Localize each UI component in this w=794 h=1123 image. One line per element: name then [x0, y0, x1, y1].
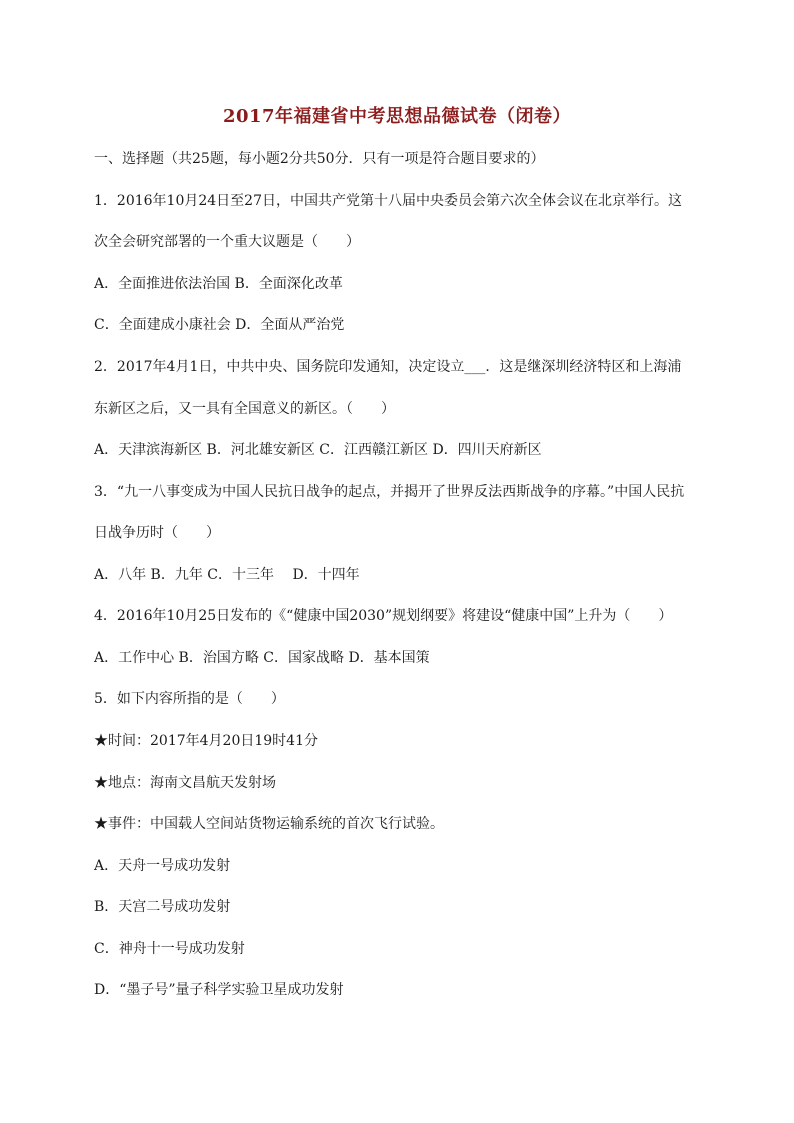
question-5-option-a: A．天舟一号成功发射: [94, 858, 231, 874]
question-4-options: A．工作中心 B．治国方略 C．国家战略 D．基本国策: [94, 650, 430, 666]
question-5-info-event: ★事件：中国载人空间站货物运输系统的首次飞行试验。: [94, 816, 444, 832]
question-3-stem-line-2: 日战争历时（ ）: [94, 525, 220, 541]
section-heading: 一、选择题（共25题，每小题2分共50分．只有一项是符合题目要求的）: [94, 151, 545, 167]
question-2-options: A．天津滨海新区 B．河北雄安新区 C．江西赣江新区 D．四川天府新区: [94, 442, 542, 458]
question-5-option-b: B．天宫二号成功发射: [94, 899, 231, 915]
question-2-stem-line-1: 2．2017年4月1日，中共中央、国务院印发通知，决定设立___．这是继深圳经济特区和上海浦: [94, 359, 682, 375]
question-1-options-line-1: A．全面推进依法治国 B．全面深化改革: [94, 276, 343, 292]
question-5-info-time: ★时间：2017年4月20日19时41分: [94, 733, 318, 749]
question-1-stem-line-2: 次全会研究部署的一个重大议题是（ ）: [94, 234, 360, 250]
question-5-stem: 5．如下内容所指的是（ ）: [94, 691, 285, 707]
question-2-stem-line-2: 东新区之后，又一具有全国意义的新区。（ ）: [94, 401, 395, 417]
question-1-stem-line-1: 1．2016年10月24日至27日，中国共产党第十八届中央委员会第六次全体会议在北京举行。这: [94, 193, 682, 209]
question-5-option-c: C．神舟十一号成功发射: [94, 941, 245, 957]
page-title: 2017年福建省中考思想品德试卷（闭卷）: [222, 106, 572, 127]
question-5-option-d: D．“墨子号”量子科学实验卫星成功发射: [94, 982, 344, 998]
question-3-options: A．八年 B．九年 C．十三年 D．十四年: [94, 567, 360, 583]
question-3-stem-line-1: 3．“九一八事变成为中国人民抗日战争的起点，并揭开了世界反法西斯战争的序幕。”中国人民抗: [94, 484, 685, 500]
question-5-info-place: ★地点：海南文昌航天发射场: [94, 775, 276, 791]
question-4-stem: 4．2016年10月25日发布的《“健康中国2030”规划纲要》将建设“健康中国”上升为（ ）: [94, 608, 673, 624]
question-1-options-line-2: C．全面建成小康社会 D．全面从严治党: [94, 317, 345, 333]
